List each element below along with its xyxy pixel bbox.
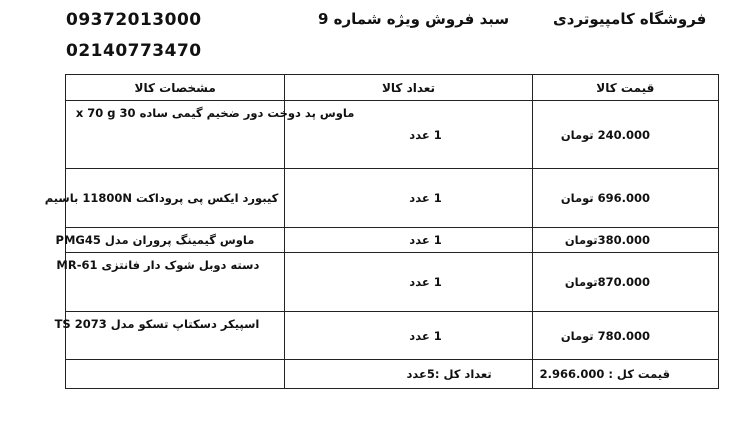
spec-cell — [56, 253, 285, 312]
spec-cell — [66, 101, 355, 169]
price-cell: 780.000 تومان — [532, 312, 718, 360]
column-header-price: قیمت کالا — [532, 75, 718, 101]
empty-total-cell — [66, 360, 285, 389]
spec-cell — [54, 312, 285, 360]
column-header-spec: مشخصات کالا — [66, 75, 285, 101]
total-quantity-cell: تعداد کل :5عدد — [285, 360, 532, 389]
cart-title: سبد فروش ویژه شماره 9 — [318, 10, 510, 28]
quantity-cell: 1 عدد — [285, 101, 532, 169]
quantity-cell: 1 عدد — [285, 169, 532, 228]
totals-row — [66, 360, 719, 389]
spec-text: ماوس گیمینگ پروران مدل PMG45 — [55, 233, 255, 247]
quantity-cell: 1 عدد — [285, 253, 532, 312]
quantity-cell: 1 عدد — [285, 312, 532, 360]
store-name: فروشگاه کامپیوتردی — [553, 10, 707, 28]
spec-cell — [55, 228, 285, 253]
spec-cell — [44, 169, 285, 228]
spec-text: دسته دوبل شوک دار فانتزی MR-61 — [56, 258, 260, 272]
spec-text: ماوس پد دوخت دور ضخیم گیمی ساده 30 x 70 g — [75, 106, 355, 120]
phone-number-2: 02140773470 — [66, 41, 202, 61]
quantity-cell: 1 عدد — [285, 228, 532, 253]
spec-text: کیبورد ایکس پی پروداکت 11800N باسیم — [44, 191, 279, 205]
table-row — [66, 312, 719, 360]
total-price-cell: قیمت کل : 2.966.000 — [532, 360, 718, 389]
table-row — [66, 169, 719, 228]
price-cell: 870.000تومان — [532, 253, 718, 312]
phone-number-1: 09372013000 — [66, 10, 202, 30]
price-cell: 240.000 تومان — [532, 101, 718, 169]
price-cell: 696.000 تومان — [532, 169, 718, 228]
table-row — [66, 228, 719, 253]
spec-text: اسپیکر دسکتاپ تسکو مدل TS 2073 — [54, 317, 260, 331]
table-header-row — [66, 75, 719, 101]
column-header-quantity: تعداد کالا — [285, 75, 532, 101]
price-cell: 380.000تومان — [532, 228, 718, 253]
table-row — [66, 253, 719, 312]
table-row — [66, 101, 719, 169]
products-table — [44, 74, 719, 389]
